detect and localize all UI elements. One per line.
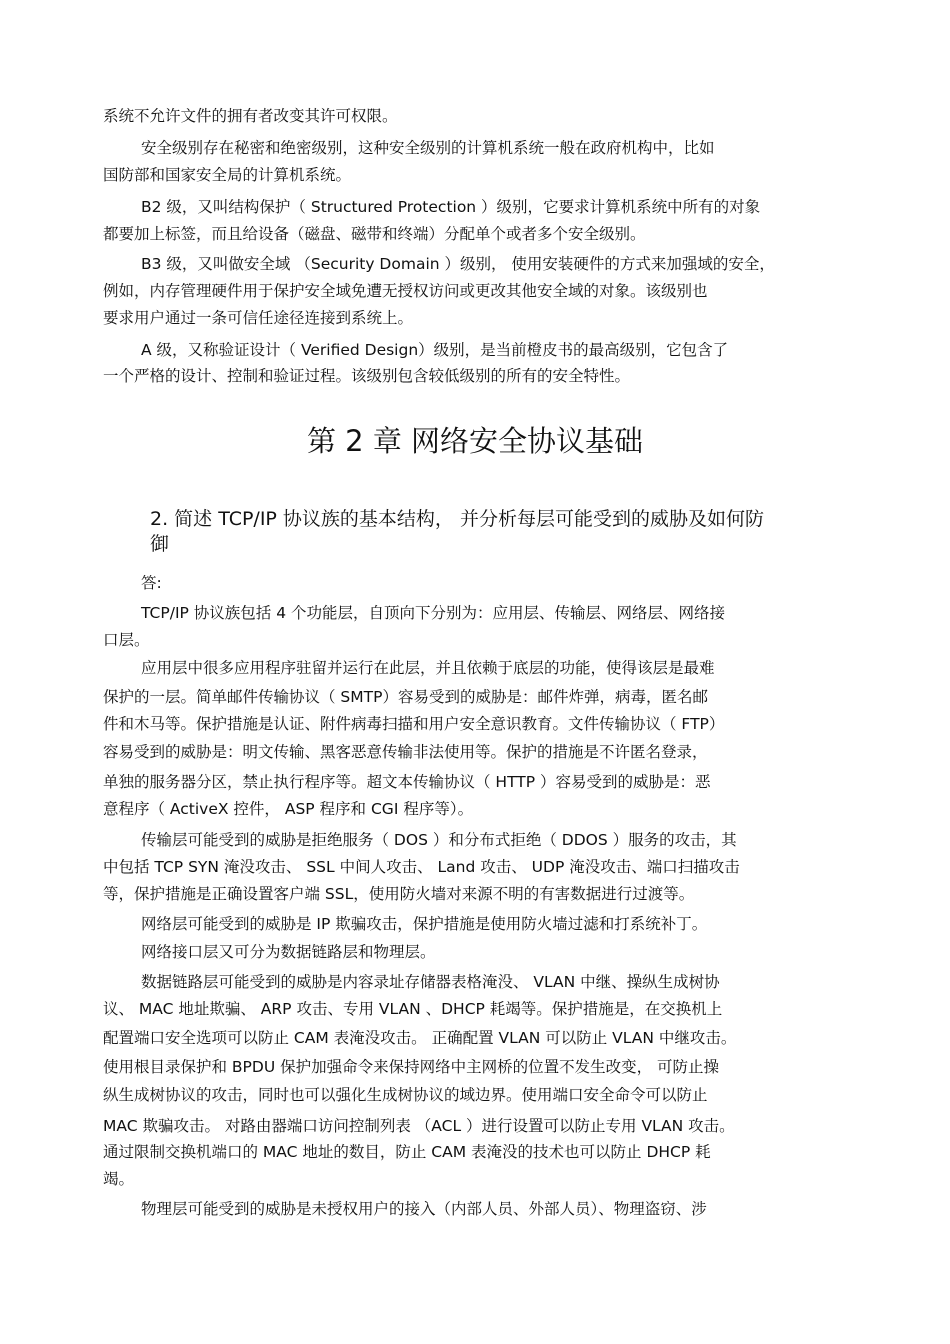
body-line: 数据链路层可能受到的威胁是内容录址存储器表格淹没、 VLAN 中继、操纵生成树协 [141,973,720,991]
body-line: TCP/IP 协议族包括 4 个功能层，自顶向下分别为：应用层、传输层、网络层、网络接 [141,604,726,622]
body-line: 系统不允许文件的拥有者改变其许可权限。 [103,107,398,125]
body-line: 竭。 [103,1170,135,1188]
body-line: B3 级，又叫做安全域 （Security Domain ）级别， 使用安装硬件的方式来加强域的安全， [141,255,775,273]
body-line: 单独的服务器分区，禁止执行程序等。超文本传输协议（ HTTP ）容易受到的威胁是：恶 [103,773,711,791]
body-line: 使用根目录保护和 BPDU 保护加强命令来保持网络中主网桥的位置不发生改变， 可防止操 [103,1058,720,1076]
body-line: 件和木马等。保护措施是认证、附件病毒扫描和用户安全意识教育。文件传输协议（ FTP） [103,715,725,733]
body-line: 都要加上标签，而且给设备（磁盘、磁带和终端）分配单个或者多个安全级别。 [103,225,646,243]
body-line: 一个严格的设计、控制和验证过程。该级别包含较低级别的所有的安全特性。 [103,367,631,385]
body-line: 议、 MAC 地址欺骗、 ARP 攻击、专用 VLAN 、DHCP 耗竭等。保护措施是，在交换机上 [103,1000,723,1018]
body-line: 保护的一层。简单邮件传输协议（ SMTP）容易受到的威胁是：邮件炸弹，病毒，匿名邮 [103,688,708,706]
body-line: 通过限制交换机端口的 MAC 地址的数目，防止 CAM 表淹没的技术也可以防止 DHCP 耗 [103,1143,711,1161]
body-line: 物理层可能受到的威胁是未授权用户的接入（内部人员、外部人员）、物理盗窃、涉 [141,1200,707,1218]
body-line: B2 级，又叫结构保护（ Structured Protection ）级别，它要求计算机系统中所有的对象 [141,198,761,216]
body-line: 等，保护措施是正确设置客户端 SSL，使用防火墙对来源不明的有害数据进行过渡等。 [103,885,695,903]
answer-label: 答: [141,574,162,592]
body-line: 安全级别存在秘密和绝密级别，这种安全级别的计算机系统一般在政府机构中，比如 [141,139,715,157]
body-line: 网络层可能受到的威胁是 IP 欺骗攻击，保护措施是使用防火墙过滤和打系统补丁。 [141,915,708,933]
body-line: 国防部和国家安全局的计算机系统。 [103,166,352,184]
body-line: 应用层中很多应用程序驻留并运行在此层，并且依赖于底层的功能，使得该层是最难 [141,659,715,677]
body-line: 传输层可能受到的威胁是拒绝服务（ DOS ）和分布式拒绝（ DDOS ）服务的攻击，其 [141,831,737,849]
question-heading-line-2: 御 [150,533,170,555]
question-heading-line-1: 2. 简述 TCP/IP 协议族的基本结构， 并分析每层可能受到的威胁及如何防 [150,508,764,530]
body-line: 纵生成树协议的攻击，同时也可以强化生成树协议的域边界。使用端口安全命令可以防止 [103,1086,708,1104]
body-line: A 级，又称验证设计（ Verified Design）级别，是当前橙皮书的最高级别，它包含了 [141,341,729,359]
body-line: 例如，内存管理硬件用于保护安全域免遭无授权访问或更改其他安全域的对象。该级别也 [103,282,708,300]
body-line: 中包括 TCP SYN 淹没攻击、 SSL 中间人攻击、 Land 攻击、 UDP 淹没攻击、端口扫描攻击 [103,858,740,876]
body-line: 意程序（ ActiveX 控件， ASP 程序和 CGI 程序等）。 [103,800,474,818]
body-line: MAC 欺骗攻击。 对路由器端口访问控制列表 （ACL ）进行设置可以防止专用 VLAN 攻击。 [103,1117,735,1135]
body-line: 要求用户通过一条可信任途径连接到系统上。 [103,309,414,327]
body-line: 口层。 [103,631,150,649]
chapter-title: 第 2 章 网络安全协议基础 [306,424,644,458]
body-line: 配置端口安全选项可以防止 CAM 表淹没攻击。 正确配置 VLAN 可以防止 VLAN 中继攻击。 [103,1029,737,1047]
body-line: 网络接口层又可分为数据链路层和物理层。 [141,943,436,961]
body-line: 容易受到的威胁是：明文传输、黑客恶意传输非法使用等。保护的措施是不许匿名登录， [103,743,708,761]
